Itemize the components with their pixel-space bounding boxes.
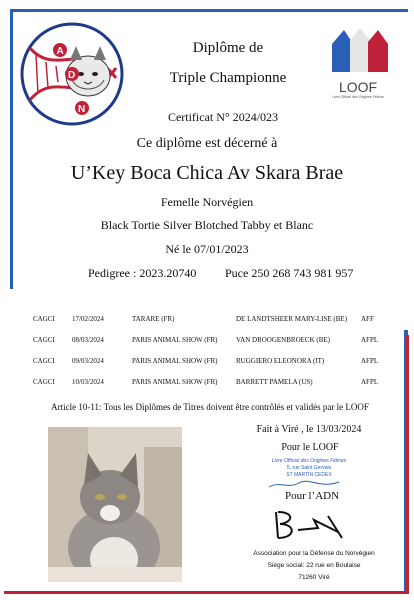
loof-logo-name: LOOF	[338, 79, 378, 95]
result-title: CAGCI	[33, 357, 55, 365]
sex-breed: Femelle Norvégien	[160, 195, 254, 209]
result-code: AFPL	[361, 378, 379, 386]
result-show: PARIS ANIMAL SHOW (FR)	[132, 336, 218, 344]
result-date: 09/03/2024	[72, 357, 104, 365]
coat-color: Black Tortie Silver Blotched Tabby et Blanc	[100, 218, 314, 232]
cat-photo	[48, 427, 182, 582]
adn-logo	[16, 18, 128, 130]
result-show: PARIS ANIMAL SHOW (FR)	[132, 357, 218, 365]
result-date: 08/03/2024	[72, 336, 104, 344]
adn-signature	[268, 508, 358, 542]
right-border-line-red	[406, 335, 409, 594]
for-loof-label: Pour le LOOF	[281, 442, 339, 453]
result-judge: DE LANDTSHEER MARY-LISE (BE)	[236, 315, 348, 323]
stamp-line-1: Livre Officiel des Origines Félines	[271, 458, 347, 464]
result-judge: RUGGIERO ELEONORA (IT)	[236, 357, 325, 365]
certificate-number: Certificat N° 2024/023	[167, 110, 279, 124]
result-code: AFF	[361, 315, 374, 323]
stamp-line-3: ST MARTIN CEDEX	[286, 472, 332, 478]
bottom-border-line	[4, 591, 406, 594]
loof-logo-subtitle: Livre Officiel des Origines Félines	[331, 95, 385, 99]
table-row	[33, 357, 55, 365]
result-title: CAGCI	[33, 378, 55, 386]
birth-date: Né le 07/01/2023	[165, 242, 249, 256]
adn-footer	[244, 548, 384, 584]
result-date: 10/03/2024	[72, 378, 104, 386]
top-border-line	[10, 9, 408, 12]
result-code: AFPL	[361, 357, 379, 365]
pedigree-number: Pedigree : 2023.20740	[88, 266, 197, 280]
article-text: Article 10-11: Tous les Diplômes de Titres doivent être contrôlés et validés par le LOOF	[51, 402, 369, 412]
adn-footer-address: Siège social: 22 rue en Boulaise	[267, 562, 361, 569]
result-judge: BARRETT PAMELA (US)	[236, 378, 313, 386]
result-date: 17/02/2024	[72, 315, 104, 323]
place-date: Fait à Viré , le 13/03/2024	[256, 424, 362, 435]
table-row	[33, 315, 55, 323]
loof-stamp	[254, 458, 364, 494]
adn-letter-d: D	[68, 70, 76, 81]
table-row	[33, 336, 55, 344]
result-judge: VAN DROOGENBROECK (BE)	[236, 336, 330, 344]
result-show: PARIS ANIMAL SHOW (FR)	[132, 378, 218, 386]
chip-number: Puce 250 268 743 981 957	[225, 266, 354, 280]
stamp-line-2: 5, rue Saint Gervais	[286, 465, 332, 471]
for-adn-label: Pour l’ADN	[284, 490, 340, 502]
result-title: CAGCI	[33, 336, 55, 344]
title-line-1: Diplôme de	[192, 40, 264, 56]
adn-footer-name: Association pour la Défense du Norvégien	[253, 550, 375, 557]
result-title: CAGCI	[33, 315, 55, 323]
cat-name: U’Key Boca Chica Av Skara Brae	[70, 162, 344, 184]
awarded-to: Ce diplôme est décerné à	[136, 136, 278, 151]
result-code: AFPL	[361, 336, 379, 344]
adn-letter-n: N	[78, 104, 86, 115]
adn-letter-a: A	[56, 46, 64, 57]
table-row	[33, 378, 55, 386]
loof-logo	[324, 26, 392, 108]
title-line-2: Triple Championne	[169, 70, 287, 86]
adn-footer-city: 71260 Viré	[298, 574, 330, 581]
result-show: TARARE (FR)	[132, 315, 175, 323]
